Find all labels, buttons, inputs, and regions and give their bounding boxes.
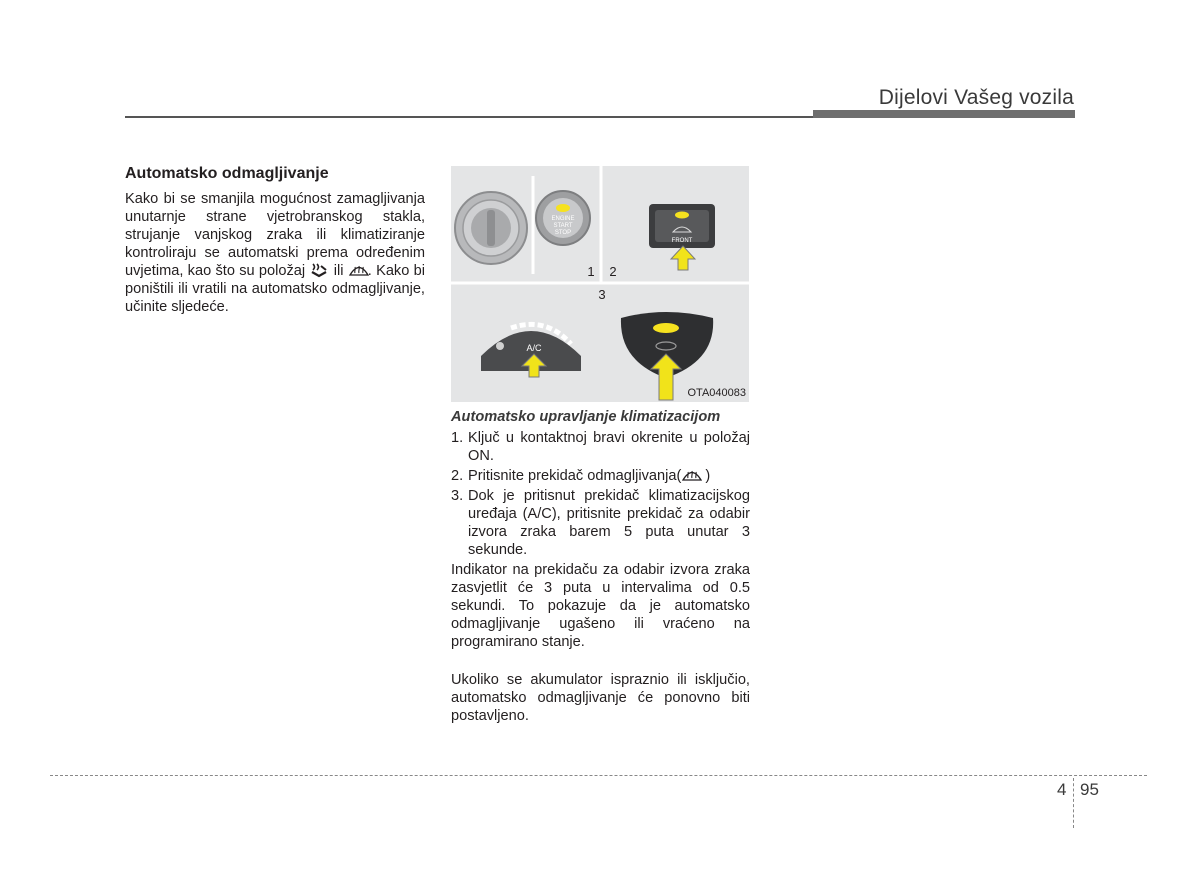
header-rule-thick — [813, 110, 1075, 118]
figure-label-1: 1 — [587, 264, 595, 279]
section-title: Dijelovi Vašeg vozila — [878, 86, 1074, 109]
engine-label-line3: STOP — [554, 230, 572, 236]
step-item: 1. Ključ u kontaktnoj bravi okrenite u položaj ON. — [451, 430, 750, 464]
engine-label-line2: START — [553, 223, 573, 229]
climate-control-figure — [451, 166, 749, 402]
right-column — [451, 408, 750, 725]
footer-vertical-divider — [1073, 778, 1074, 828]
header-rule-thin — [125, 116, 815, 118]
arrow-front — [671, 246, 695, 270]
engine-label-line1: ENGINE — [551, 216, 575, 222]
ac-button-label: A/C — [526, 343, 542, 353]
front-defroster-icon — [681, 467, 705, 483]
figure-code: OTA040083 — [687, 387, 746, 399]
left-column — [125, 165, 425, 316]
figure-label-3: 3 — [598, 287, 606, 302]
heading: Automatsko odmagljivanje — [125, 165, 329, 182]
step-item: 2. Pritisnite prekidač odmagljivanja( ) — [451, 468, 711, 484]
figure-label-2: 2 — [609, 264, 617, 279]
defrost-mode-icon — [309, 262, 329, 278]
intro-text-part2: . Kako bi poništili ili vratili na automatsko odmagljivanje, učinite sljedeće. — [125, 263, 425, 315]
step-item: 3. Dok je pritisnut prekidač klimatizacijskog uređaja (A/C), pritisnite prekidač za odabir izvora zraka barem 5 puta unutar 3 sekunde. — [451, 488, 750, 558]
steps-list — [451, 429, 750, 559]
front-defroster-icon — [348, 262, 368, 278]
intro-text-part1: Kako bi se smanjila mogućnost zamagljivanja unutarnje strane vjetrobranskog stakla, strujanje vanjskog zraka ili klimatiziranje kontroliraju se automatski prema određenim uvjetima, kao što su položaj — [125, 191, 425, 279]
engine-start-button — [536, 191, 590, 245]
battery-paragraph: Ukoliko se akumulator ispraznio ili isključio, automatsko odmagljivanje će ponovno biti postavljeno. — [451, 672, 750, 724]
front-button-label: FRONT — [671, 238, 693, 244]
front-defrost-button — [649, 204, 715, 248]
indicator-paragraph: Indikator na prekidaču za odabir izvora zraka zasvjetlit će 3 puta u intervalima od 0.5 sekundi. To pokazuje da je automatsko odmagljivanje ugašeno ili vraćeno na programirano stanje. — [451, 562, 750, 650]
chapter-number: 4 — [1057, 780, 1067, 799]
footer-divider — [50, 775, 1147, 776]
intro-text-or: ili — [333, 263, 344, 279]
page-number: 95 — [1080, 780, 1099, 799]
figure-caption: Automatsko upravljanje klimatizacijom — [451, 409, 721, 425]
intro-paragraph — [125, 190, 425, 316]
figure-illustration — [451, 166, 749, 402]
ignition-key-cylinder — [455, 192, 527, 264]
